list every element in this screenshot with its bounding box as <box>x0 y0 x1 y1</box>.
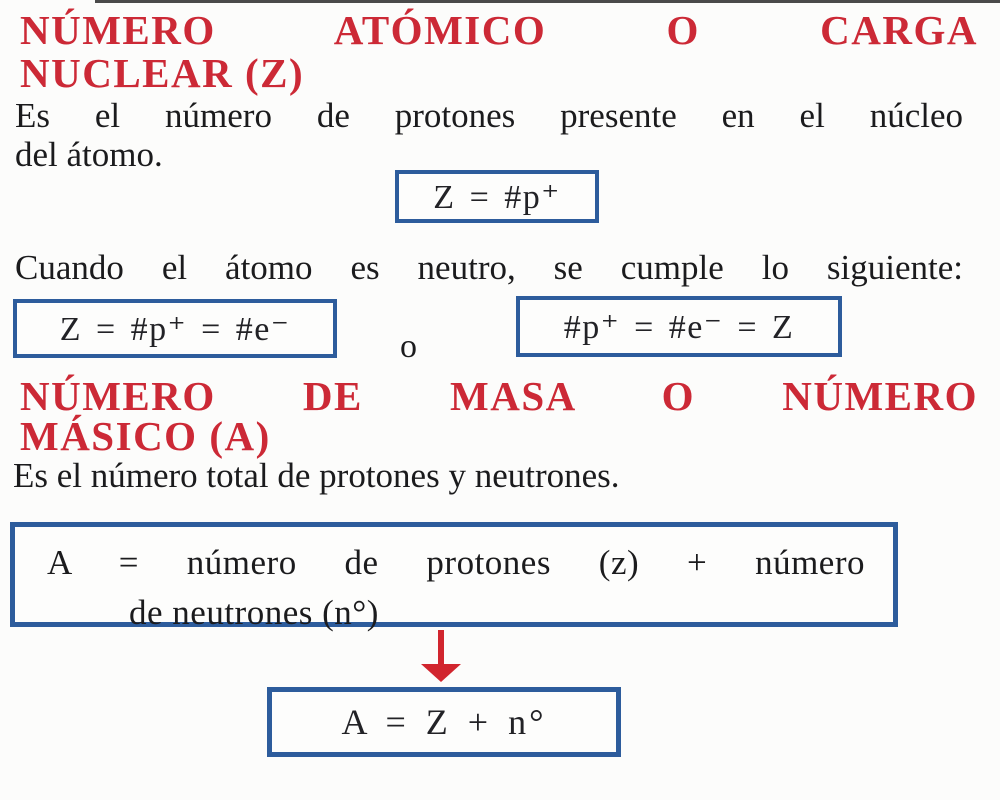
formula-z-text: Z = #p⁺ <box>433 178 561 216</box>
heading-mass-number-line2: MÁSICO (A) <box>20 413 271 459</box>
formula-mass-long-line2: de neutrones (n°) <box>129 593 379 632</box>
formula-box-z <box>395 170 599 223</box>
formula-neutral-left-text: Z = #p⁺ = #e⁻ <box>59 310 291 348</box>
atomic-number-description-line1: Es el número de protones presente en el núcleo <box>15 96 963 135</box>
formula-mass-long-line1: A = número de protones (z) + número <box>47 543 865 582</box>
heading-atomic-number-line2: NUCLEAR (Z) <box>20 50 305 96</box>
neutral-atom-statement: Cuando el átomo es neutro, se cumple lo siguiente: <box>15 248 963 287</box>
or-connector-label: o <box>400 328 417 365</box>
mass-number-description: Es el número total de protones y neutrones. <box>13 456 620 495</box>
heading-mass-number-line1: NÚMERO DE MASA O NÚMERO <box>20 373 978 419</box>
formula-box-neutral-right <box>516 296 842 357</box>
formula-neutral-right-text: #p⁺ = #e⁻ = Z <box>563 308 795 346</box>
heading-atomic-number-line1: NÚMERO ATÓMICO O CARGA <box>20 7 978 53</box>
formula-box-mass-short <box>267 687 621 757</box>
formula-box-mass-long <box>10 522 898 632</box>
formula-mass-short-text: A = Z + n° <box>341 702 547 742</box>
atomic-number-description-line2: del átomo. <box>15 135 163 174</box>
top-divider <box>95 0 1000 3</box>
formula-box-neutral-left <box>13 299 337 358</box>
